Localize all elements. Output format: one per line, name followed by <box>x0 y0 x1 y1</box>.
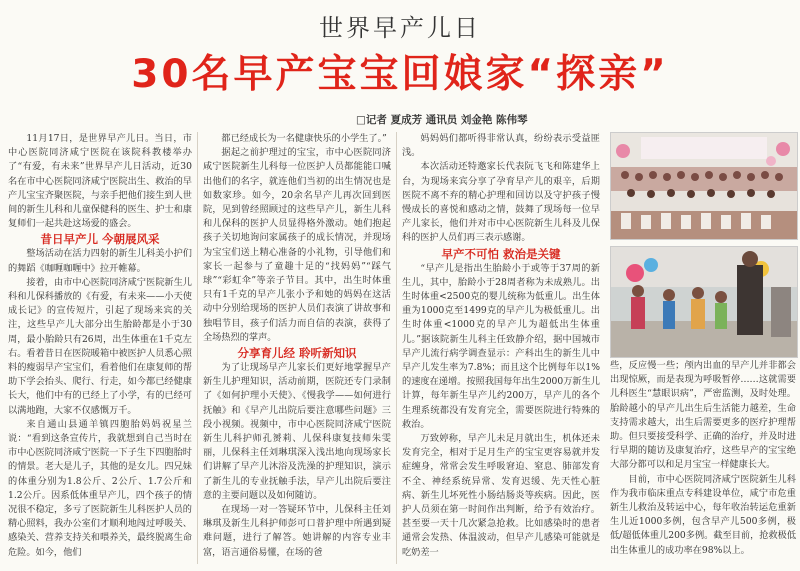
byline: □记者 夏成芳 通讯员 刘金艳 陈伟琴 <box>356 114 528 126</box>
paragraph: 万致婷称，早产儿未足月就出生，机体还未发育完全，相对于足月生产的宝宝更容易就并发症缠身，常常会发生呼吸窘迫、窒息、肺部发育不全、神经系统异常、发育迟缓、先天性心脏病、新生儿坏死性小肠结肠炎等疾病。因此，医护人员须在第一时间作出判断，给予有效治疗。甚至要一天十几次紧急抢救。比如感染时的患者通常会发热、体温波动，但早产儿感染可能就是吃奶差一 <box>402 433 600 558</box>
paragraph: 都已经成长为一名健康快乐的小学生了。” <box>221 133 387 144</box>
paragraph: 据起之前护理过的宝宝，市中心医院同济咸宁医院新生儿科每一位医护人员都能能口喊出他们的名字，就连他们当初的出生情况也是如数家珍。如今，20余名早产儿再次回到医院，见到曾经照顾过的这些早产儿，新生儿科和儿保科的医护人员显得格外激动。她们抱起孩子关切地询问家属孩子的成长情况，并现场为宝宝们送上精心准备的小礼物，引导他们和家长一起参与了童趣十足的“找妈妈”“踩气球”“彩虹伞”等亲子节目。其中，出生时体重只有1千克的早产儿张小予和她的妈妈在这活动中分别给现场的医护人员们表演了讲故事和独唱节目，孩子们活力而自信的表演，获得了全场热烈的掌声。 <box>203 147 391 343</box>
paragraph: 接着，由市中心医院同济咸宁医院新生儿科和儿保科播放的《有爱，有未来——小天使成长记》的宣传短片，引起了现场来宾的关注，这些早产儿大部分出生胎龄都是小于30周，最小胎龄只有26周，出生体重在1千克左右。看着昔日在医院暖箱中被医护人员悉心照料的瘦弱早产宝宝们，看着他们在康复师的帮助下学会抬头、爬行、行走，如今都已经健康长大，他们中有的已经上了小学，有的已经可以满地跑，大家不仅感慨万千。 <box>8 276 192 416</box>
paragraph: 整场活动在活力四射的新生儿科美小护们的舞蹈《咖喱咖喱中》拉开帷幕。 <box>8 248 192 274</box>
paragraph: 目前，市中心医院同济咸宁医院新生儿科作为我市临床重点专科建设单位，咸宁市危重新生儿救治及转运中心，每年收治转运危重新生儿近1000多例，包含早产儿500多例，极低/超低体重儿200多例。截至目前，抢救极低出生体重儿的成功率在98%以上。 <box>610 473 796 556</box>
column-divider <box>396 132 397 564</box>
photo-children-balloons <box>610 246 798 358</box>
paragraph: 为了让现场早产儿家长们更好地掌握早产新生儿护理知识，活动前期，医院还专门录制了《如何护理小天使》、《慢我学——如何进行抚触》和《早产儿出院后要注意哪些问题》三段小视频。视频中，市中心医院同济咸宁医院新生儿科护师孔赟莉、儿保科康复技师朱雯丽，儿保科主任刘琳琪深入浅出地向现场家长们讲解了早产儿沐浴及洗澡的护理知识，演示了新生儿的专业抚触手法，早产儿出院后要注意的主要问题以及如何随访。 <box>203 362 391 501</box>
subheading-2: 分享育儿经 聆听新知识 <box>237 346 357 361</box>
paragraph: 妈妈妈们都听得非常认真，纷纷表示受益匪浅。 <box>402 133 600 159</box>
photo-group-event-image <box>611 133 797 239</box>
paragraph: 在现场一对一答疑环节中，儿保科主任刘琳琪及新生儿科护师彭可口普护理中所遇到疑难问题，进行了解答。她讲解的内容专业丰富，语言通俗易懂，在场的爸 <box>203 504 391 558</box>
photo-group-event <box>610 132 798 240</box>
paragraph: 些，反应慢一些；颅内出血的早产儿并非都会出现惊厥，而是表现为呼吸暂停……这就需要儿科医生“慧眼识病”，严密监测，及时处理。胎龄越小的早产儿出生后生活能力越差，生命支持需求越大，出生后需要更多的医疗护理帮助。但只要接受科学、正确的治疗，并及时进行早期的随访及康复治疗，这些早产的宝宝绝大部分都可以和足月宝宝一样健康长大。 <box>610 360 796 471</box>
article-column-4 <box>610 359 796 567</box>
paragraph: 本次活动还特邀家长代表阮飞飞和陈建华上台，为现场来宾分享了孕育早产儿的艰辛，后期医院不离不弃的精心护理和回访以及守护孩子慢慢成长的喜悦和感动之情，鼓舞了现场每一位早产儿家长，他们并对市中心医院新生儿科及儿保科的医护人员们再三表示感谢。 <box>402 161 600 244</box>
headline: 30名早产宝宝回娘家“探亲” <box>131 52 669 97</box>
photo-children-balloons-image <box>611 247 797 357</box>
paragraph: “早产儿是指出生胎龄小于或等于37周的新生儿，其中，胎龄小于28周者称为未成熟儿。出生时体重<2500克的婴儿统称为低重儿。出生体重为1000克至1499克的早产儿为极低重儿。出生时体重<1000克的早产儿为超低出生体重儿。”据该院新生儿科主任致静介绍，据中国城市早产儿流行病学调查显示：产科出生的新生儿中早产儿发生率为7.8%；而且这个比例每年以1%的速度在递增。按照我国每年出生2000万新生儿计算，每年新生早产儿约200万，早产儿的各个生理系统都没有发育完全，需要医院进行特殊的救治。 <box>402 262 600 430</box>
column-divider <box>197 132 198 564</box>
subheading-1: 昔日早产儿 今朝展风采 <box>40 232 160 247</box>
paragraph: 来自通山县通羊镇四胞胎妈妈祝星兰说：“看到这条宣传片，我就想到自己当时在市中心医院同济咸宁医院一下子生下四胞胎时的情景。老大是儿子，其他的是女儿。四兄妹的体重分别为1.8公斤、2公斤、1.7公斤和1.2公斤。因系低体重早产儿，四个孩子的情况很不稳定，多亏了医院新生儿科医护人员的精心照料，我办公室们才顺利地闯过呼吸关、感染关、营养支持关和喂养关，最终脱离生命危险。如今，他们 <box>8 418 192 558</box>
article-column-1 <box>8 132 192 567</box>
kicker-title: 世界早产儿日 <box>319 14 481 42</box>
article-column-2 <box>203 132 391 567</box>
paragraph: 11月17日，是世界早产儿日。当日，市中心医院同济咸宁医院在该院科教楼举办了“有爱，有未来”世界早产儿日活动，近30名在市中心医院同济咸宁医院出生、救治的早产儿宝宝齐聚医院，与亲手把他们接生到人世间的新生儿科和儿童保健科的医生、护士和康复师们一起共赴这场爱的盛会。 <box>8 133 192 230</box>
subheading-3: 早产不可怕 救治是关键 <box>441 246 561 261</box>
article-column-3 <box>402 132 600 567</box>
